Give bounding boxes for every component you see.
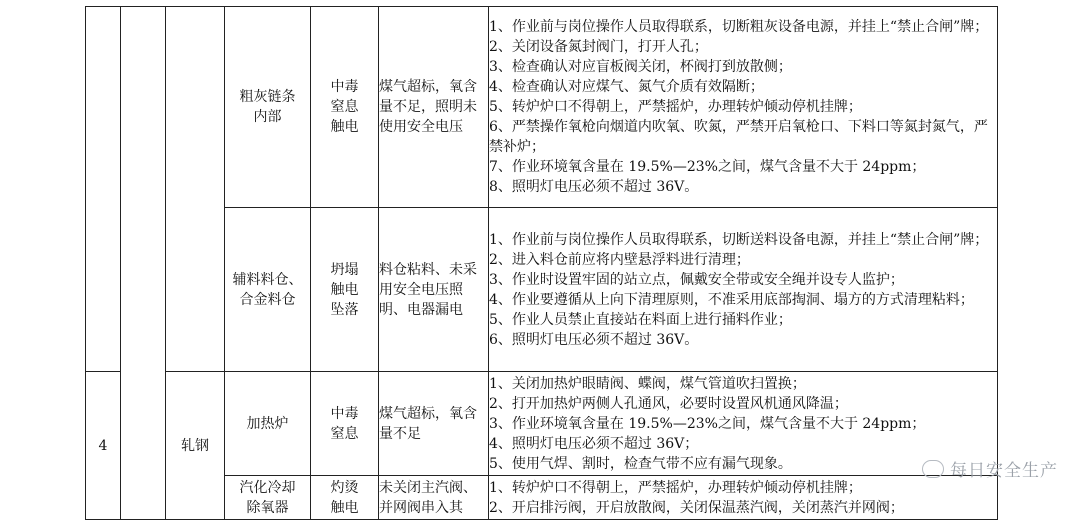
row-number-cell: 4: [86, 372, 121, 520]
measure-item: 2、关闭设备氮封阀门，打开人孔；: [489, 39, 708, 55]
measure-item: 7、作业环境氧含量在 19.5%—23%之间，煤气含量不大于 24ppm；: [489, 159, 926, 175]
measure-item: 5、使用气焊、割时，检查气带不应有漏气现象。: [489, 455, 792, 472]
measure-item: 6、照明灯电压必须不超过 36V。: [489, 331, 699, 348]
department-cell: [166, 7, 225, 372]
measure-item: 1、关闭加热炉眼睛阀、蝶阀，煤气管道吹扫置换；: [489, 375, 806, 392]
measure-item: 2、打开加热炉两侧人孔通风，必要时设置风机通风降温；: [489, 395, 848, 412]
location-cell: 加热炉: [225, 372, 311, 476]
measure-item: 5、转炉炉口不得朝上，严禁摇炉，办理转炉倾动停机挂牌；: [489, 99, 862, 115]
location-cell: 汽化冷却除氧器: [225, 476, 311, 520]
measures-cell: [489, 7, 998, 208]
table-row: [86, 372, 998, 476]
measure-item: 3、作业环境氧含量在 19.5%—23%之间，煤气含量不大于 24ppm；: [489, 415, 926, 432]
row-number-cell: [86, 7, 121, 372]
location-cell: 辅料料仓、合金料仓: [225, 208, 311, 372]
hazard-cell: 中毒窒息: [311, 372, 379, 476]
measure-item: 1、作业前与岗位操作人员取得联系，切断粗灰设备电源，并挂上“禁止合闸”牌；: [489, 19, 989, 35]
department-cell: 轧钢: [166, 372, 225, 520]
measure-item: 4、照明灯电压必须不超过 36V；: [489, 435, 699, 452]
location-cell: 粗灰链条内部: [225, 7, 311, 208]
hazard-cell: 坍塌触电坠落: [311, 208, 379, 372]
table-row: [86, 7, 998, 208]
wechat-icon: [922, 460, 944, 478]
measure-item: 1、转炉炉口不得朝上，严禁摇炉，办理转炉倾动停机挂牌；: [489, 479, 862, 496]
measure-item: 8、照明灯电压必须不超过 36V。: [489, 179, 699, 195]
blank-column-cell: [121, 7, 166, 520]
measures-cell: [489, 208, 998, 372]
measure-item: 1、作业前与岗位操作人员取得联系，切断送料设备电源，并挂上“禁止合闸”牌；: [489, 231, 989, 248]
cause-cell: 料仓粘料、未采用安全电压照明、电器漏电: [379, 208, 489, 372]
hazard-cell: 中毒窒息触电: [311, 7, 379, 208]
cause-cell: 煤气超标，氧含量不足: [379, 372, 489, 476]
measures-cell: [489, 476, 998, 520]
cause-cell: 煤气超标，氧含量不足，照明未使用安全电压: [379, 7, 489, 208]
measure-item: 5、作业人员禁止直接站在料面上进行捅料作业；: [489, 311, 792, 328]
cause-cell: 未关闭主汽阀、并网阀串入其: [379, 476, 489, 520]
watermark: 每日安全生产: [922, 456, 1058, 481]
measure-item: 3、检查确认对应盲板阀关闭，杯阀打到放散侧；: [489, 59, 792, 75]
measure-item: 4、作业要遵循从上向下清理原则，不准采用底部掏洞、塌方的方式清理粘料；: [489, 291, 974, 308]
measure-item: 3、作业时设置牢固的站立点，佩戴安全带或安全绳并设专人监护；: [489, 271, 904, 288]
measure-item: 4、检查确认对应煤气、氮气介质有效隔断；: [489, 79, 764, 95]
hazard-cell: 灼烫触电: [311, 476, 379, 520]
hazard-table: [85, 6, 998, 520]
measure-item: 2、开启排污阀，开启放散阀，关闭保温蒸汽阀，关闭蒸汽并网阀；: [489, 499, 904, 516]
measure-item: 6、严禁操作氧枪向烟道内吹氧、吹氮，严禁开启氧枪口、下料口等氮封氮气，严禁补炉；: [489, 119, 988, 155]
measure-item: 2、进入料仓前应将内壁悬浮料进行清理；: [489, 251, 750, 268]
